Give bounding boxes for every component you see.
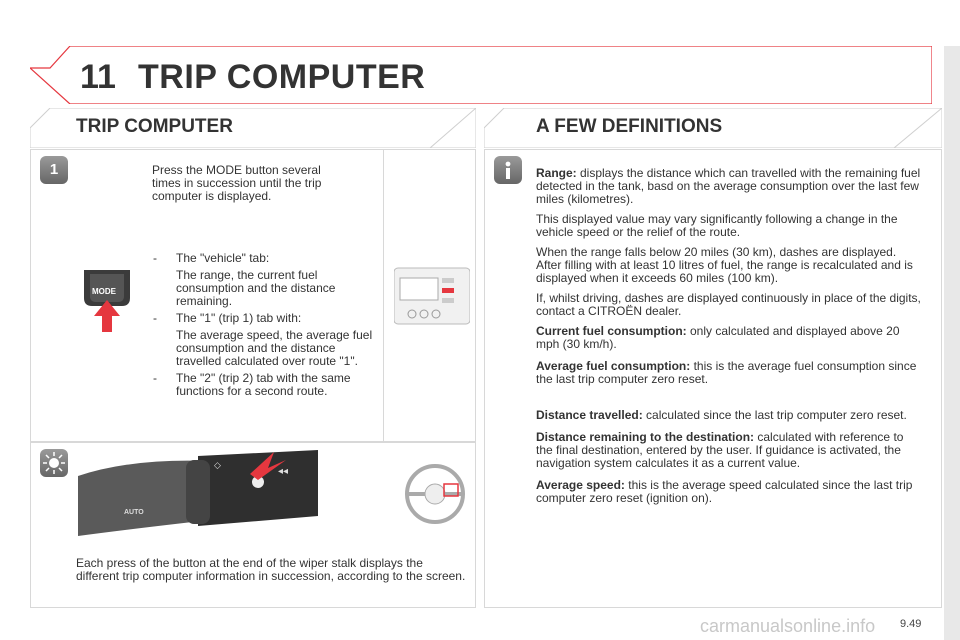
sun-icon	[40, 449, 68, 477]
definition-distance-remaining	[536, 431, 922, 470]
definition-term: Average fuel consumption:	[536, 359, 691, 373]
definition-term: Current fuel consumption:	[536, 324, 687, 338]
definition-term: Average speed:	[536, 478, 625, 492]
list-item	[153, 312, 373, 368]
info-badge	[494, 156, 522, 184]
bullet-label: The "2" (trip 2) tab with the same functions for a second route.	[176, 371, 351, 398]
definition-current-fuel	[536, 325, 922, 351]
definition-text: calculated since the last trip computer zero reset.	[642, 408, 907, 422]
mode-button-label: MODE	[92, 287, 116, 296]
definition-text: calculated with reference to the final destination, entered by the user. If guidance is activated, the navigation system calculates it as a current value.	[536, 430, 904, 470]
definition-text: this is the average fuel consumption since the last trip computer zero reset.	[536, 359, 917, 386]
definition-text: this is the average speed calculated since the last trip computer zero reset (ignition on).	[536, 478, 913, 505]
audio-unit-illustration	[394, 264, 470, 328]
definition-text: only calculated and displayed above 20 mph (30 km/h).	[536, 324, 900, 351]
definition-term: Range:	[536, 166, 577, 180]
stalk-auto-label: AUTO	[124, 509, 144, 516]
bullet-dash: -	[153, 371, 157, 385]
bullet-dash: -	[153, 311, 157, 325]
chapter-title: TRIP COMPUTER	[138, 58, 426, 96]
step-number: 1	[49, 161, 59, 178]
svg-text:◇: ◇	[214, 460, 221, 470]
definition-range	[536, 167, 922, 318]
page-side-bar	[944, 46, 960, 640]
info-icon	[494, 156, 522, 184]
tab-bullet-list	[153, 252, 373, 402]
mode-button-illustration	[82, 270, 132, 334]
step-badge	[40, 156, 68, 184]
bullet-desc: The average speed, the average fuel consumption and the distance travelled calculated over route "1".	[176, 328, 373, 368]
sun-badge	[40, 449, 68, 477]
definition-extra: If, whilst driving, dashes are displayed continuously in place of the digits, contact a CITROËN dealer.	[536, 291, 921, 318]
definition-term: Distance remaining to the destination:	[536, 430, 755, 444]
definition-distance-travelled	[536, 409, 922, 422]
left-section-title: TRIP COMPUTER	[76, 116, 233, 137]
bullet-label: The "1" (trip 1) tab with:	[176, 311, 302, 325]
page-number: 9.49	[900, 618, 922, 630]
right-section-title: A FEW DEFINITIONS	[536, 116, 723, 137]
svg-text:◂◂: ◂◂	[278, 466, 289, 477]
panel-divider	[383, 150, 384, 443]
definition-text: displays the distance which can travelled with the remaining fuel detected in the tank, basd on the average consumption over the last few miles (kilometres).	[536, 166, 921, 206]
chapter-number: 11	[80, 58, 116, 96]
list-item	[153, 252, 373, 308]
definition-term: Distance travelled:	[536, 408, 643, 422]
mode-intro-text: Press the MODE button several times in succession until the trip computer is displayed.	[152, 163, 322, 203]
watermark: carmanualsonline.info	[700, 616, 876, 636]
bullet-desc: The range, the current fuel consumption and the distance remaining.	[176, 268, 336, 308]
list-item	[153, 372, 373, 398]
chapter-header	[30, 46, 932, 104]
definition-average-speed	[536, 479, 922, 505]
steering-wheel-illustration	[402, 462, 468, 526]
bullet-dash: -	[153, 251, 157, 265]
bullet-label: The "vehicle" tab:	[176, 251, 270, 265]
definition-extra: When the range falls below 20 miles (30 km), dashes are displayed. After filling with at least 10 litres of fuel, the range is recalculated and is displayed when it exceeds 60 miles (100 km).	[536, 245, 913, 285]
wiper-stalk-text: Each press of the button at the end of the wiper stalk displays the different trip computer information in succession, according to the screen.	[76, 556, 466, 583]
definition-average-fuel	[536, 360, 922, 386]
wiper-stalk-illustration	[78, 446, 318, 538]
definition-list	[536, 167, 922, 512]
definition-extra: This displayed value may vary significantly following a change in the vehicle speed or the relief of the route.	[536, 212, 898, 239]
